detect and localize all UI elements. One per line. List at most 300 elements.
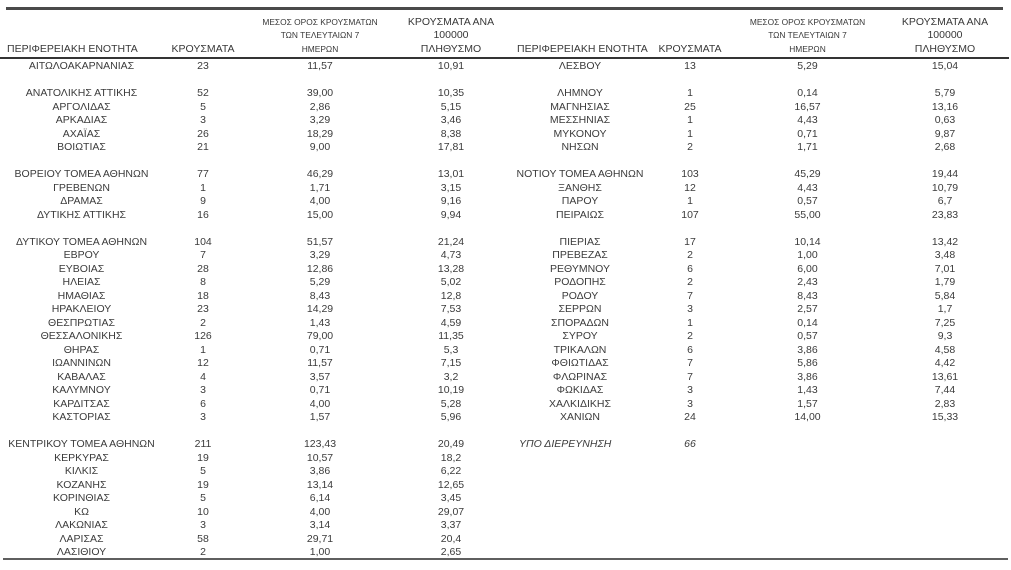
- cell-cases: 66: [684, 438, 696, 450]
- cell-per100k: 13,42: [931, 235, 959, 248]
- cell-avg7: 2,43: [797, 276, 818, 288]
- cell-avg7: 1,00: [309, 546, 331, 558]
- cell-per100k: 23,83: [931, 208, 959, 221]
- cell-cases: 12: [684, 181, 696, 194]
- table-row: [0, 479, 505, 493]
- cell-regional-unit: ΗΜΑΘΙΑΣ: [57, 289, 106, 302]
- cell-avg7: 2,57: [797, 303, 818, 315]
- header-separator-line: [0, 57, 1009, 59]
- cell-per100k: 12,8: [440, 289, 462, 302]
- table-row: [0, 128, 505, 142]
- cell-cases: 9: [200, 195, 206, 207]
- column-header-avg7: [243, 16, 397, 58]
- table-row: [510, 263, 1005, 277]
- cell-per100k: 20,4: [440, 532, 462, 545]
- spacer-row: [0, 155, 505, 169]
- cell-per100k: 9,16: [440, 195, 462, 207]
- cell-avg7: 45,29: [794, 168, 821, 180]
- cell-regional-unit: ΡΟΔΟΥ: [561, 289, 599, 302]
- cell-avg7: 14,29: [306, 303, 334, 315]
- cell-regional-unit: ΓΡΕΒΕΝΩΝ: [53, 181, 110, 194]
- cell-cases: 23: [197, 60, 209, 72]
- cell-per100k: 3,46: [440, 114, 462, 126]
- table-row: [0, 492, 505, 506]
- table-row: [0, 344, 505, 358]
- cell-regional-unit: ΦΩΚΙΔΑΣ: [556, 384, 604, 396]
- cell-regional-unit: ΚΑΣΤΟΡΙΑΣ: [52, 411, 111, 423]
- cell-regional-unit: ΛΕΣΒΟΥ: [558, 60, 602, 72]
- cell-regional-unit: ΘΕΣΣΑΛΟΝΙΚΗΣ: [40, 330, 123, 342]
- table-row: [510, 182, 1005, 196]
- table-row: [510, 438, 1005, 452]
- right-table-body: [510, 60, 1005, 452]
- cell-cases: 25: [684, 100, 696, 113]
- cell-per100k: 10,79: [931, 181, 959, 194]
- cell-per100k: 7,53: [440, 303, 462, 315]
- cell-cases: 18: [197, 289, 209, 302]
- table-row: [510, 249, 1005, 263]
- cell-per100k: 12,65: [437, 478, 465, 491]
- cell-avg7: 0,14: [797, 316, 818, 329]
- table-row: [510, 128, 1005, 142]
- cell-avg7: 5,29: [309, 276, 331, 288]
- cell-per100k: 3,15: [440, 181, 462, 194]
- cell-cases: 2: [687, 276, 693, 288]
- cell-per100k: 13,16: [931, 100, 959, 113]
- cell-regional-unit: ΑΡΓΟΛΙΔΑΣ: [52, 100, 111, 113]
- cell-cases: 2: [200, 316, 206, 329]
- table-row: [0, 182, 505, 196]
- cell-avg7: [730, 222, 885, 236]
- cell-per100k: 15,33: [931, 411, 959, 423]
- table-row: [0, 452, 505, 466]
- cell-per100k: 1,7: [937, 303, 953, 315]
- right-table-header: [510, 11, 1005, 57]
- cell-per100k: 6,7: [937, 195, 953, 207]
- cell-per100k: [885, 222, 1005, 236]
- cell-regional-unit: ΝΟΤΙΟΥ ΤΟΜΕΑ ΑΘΗΝΩΝ: [516, 168, 644, 180]
- bottom-border-line: [3, 558, 1008, 560]
- table-row: [0, 263, 505, 277]
- cell-per100k: 21,24: [437, 235, 465, 248]
- table-row: [510, 236, 1005, 250]
- cell-per100k: 0,63: [934, 114, 956, 126]
- cell-regional-unit: [0, 425, 163, 439]
- cell-regional-unit: ΑΝΑΤΟΛΙΚΗΣ ΑΤΤΙΚΗΣ: [25, 87, 138, 99]
- cell-per100k: 3,45: [440, 492, 462, 504]
- cell-regional-unit: ΛΗΜΝΟΥ: [557, 87, 603, 99]
- cell-cases: 1: [687, 127, 693, 140]
- cell-per100k: 5,28: [440, 397, 462, 410]
- cell-per100k: 17,81: [437, 141, 465, 153]
- cell-regional-unit: [510, 74, 650, 88]
- cell-regional-unit: ΔΥΤΙΚΗΣ ΑΤΤΙΚΗΣ: [36, 208, 127, 221]
- cell-avg7: 11,57: [307, 60, 333, 72]
- cell-regional-unit: ΙΩΑΝΝΙΝΩΝ: [52, 357, 111, 369]
- cell-regional-unit: ΔΡΑΜΑΣ: [60, 195, 103, 207]
- table-row: [510, 384, 1005, 398]
- spacer-row: [0, 425, 505, 439]
- table-row: [0, 101, 505, 115]
- cell-cases: 2: [687, 330, 693, 342]
- cell-per100k: 9,87: [934, 127, 956, 140]
- table-row: [510, 398, 1005, 412]
- header-line: ΗΜΕΡΩΝ: [789, 43, 826, 54]
- spacer-row: [510, 155, 1005, 169]
- cell-regional-unit: ΧΑΛΚΙΔΙΚΗΣ: [549, 397, 611, 410]
- header-line: ΠΛΗΘΥΣΜΟ: [914, 42, 976, 55]
- table-row: [0, 317, 505, 331]
- cell-cases: 211: [194, 438, 212, 450]
- cell-regional-unit: [510, 222, 650, 236]
- table-row: [510, 411, 1005, 425]
- table-row: [510, 290, 1005, 304]
- cell-cases: [163, 74, 243, 88]
- cell-cases: [650, 222, 730, 236]
- cell-avg7: 51,57: [306, 235, 334, 248]
- cell-regional-unit: ΥΠΟ ΔΙΕΡΕΥΝΗΣΗ: [519, 438, 612, 450]
- table-row: [0, 195, 505, 209]
- cell-avg7: [730, 425, 885, 439]
- cell-avg7: 1,71: [797, 141, 818, 153]
- cell-avg7: 3,86: [797, 343, 818, 356]
- cell-regional-unit: ΛΑΚΩΝΙΑΣ: [55, 519, 108, 531]
- cell-regional-unit: ΗΛΕΙΑΣ: [62, 276, 101, 288]
- table-row: [0, 276, 505, 290]
- cell-avg7: [243, 222, 397, 236]
- cell-avg7: 8,43: [309, 289, 331, 302]
- cell-cases: 52: [197, 87, 209, 99]
- cell-per100k: 4,59: [440, 316, 462, 329]
- cell-cases: [163, 425, 243, 439]
- cell-per100k: 15,04: [931, 60, 959, 72]
- cell-avg7: 10,14: [794, 235, 821, 248]
- cell-avg7: 1,43: [797, 384, 818, 396]
- cell-avg7: 5,86: [797, 357, 818, 369]
- cell-per100k: 7,25: [934, 316, 956, 329]
- cell-regional-unit: [0, 222, 163, 236]
- column-header-per100k: [397, 16, 505, 58]
- cell-per100k: 10,91: [437, 60, 465, 72]
- cell-cases: 23: [197, 303, 209, 315]
- header-line: ΚΡΟΥΣΜΑΤΑ ΑΝΑ 100000: [901, 15, 989, 41]
- cell-cases: 6: [687, 262, 693, 275]
- table-row: [0, 371, 505, 385]
- cell-cases: 3: [687, 397, 693, 410]
- cell-cases: 107: [681, 208, 699, 221]
- cell-regional-unit: ΞΑΝΘΗΣ: [558, 181, 602, 194]
- spacer-row: [510, 222, 1005, 236]
- cell-per100k: 9,3: [937, 330, 953, 342]
- cell-per100k: 2,83: [934, 397, 956, 410]
- cell-cases: 3: [200, 411, 206, 423]
- spacer-row: [510, 425, 1005, 439]
- cell-regional-unit: ΦΘΙΩΤΙΔΑΣ: [551, 357, 609, 369]
- table-row: [0, 60, 505, 74]
- cell-avg7: 79,00: [306, 330, 334, 342]
- cell-cases: 3: [687, 384, 693, 396]
- table-row: [510, 141, 1005, 155]
- cell-avg7: [243, 425, 397, 439]
- cell-regional-unit: ΘΗΡΑΣ: [63, 343, 100, 356]
- cell-cases: 6: [687, 343, 693, 356]
- cell-regional-unit: ΣΥΡΟΥ: [562, 330, 598, 342]
- table-row: [0, 87, 505, 101]
- table-row: [510, 101, 1005, 115]
- cell-avg7: 3,86: [309, 465, 331, 477]
- cell-regional-unit: [510, 155, 650, 169]
- table-row: [0, 357, 505, 371]
- cell-regional-unit: ΕΒΡΟΥ: [63, 249, 100, 261]
- table-row: [510, 330, 1005, 344]
- cell-avg7: 0,14: [797, 87, 818, 99]
- cell-regional-unit: ΑΙΤΩΛΟΑΚΑΡΝΑΝΙΑΣ: [28, 60, 135, 72]
- cell-cases: 19: [197, 451, 209, 464]
- cell-cases: 7: [687, 289, 693, 302]
- cell-avg7: [730, 155, 885, 169]
- table-row: [0, 398, 505, 412]
- table-row: [510, 209, 1005, 223]
- cell-regional-unit: ΑΧΑΪΑΣ: [62, 127, 101, 140]
- cell-cases: 3: [200, 114, 206, 126]
- table-row: [0, 168, 505, 182]
- cell-avg7: 0,57: [797, 330, 818, 342]
- cell-cases: 4: [200, 370, 206, 383]
- cell-avg7: 4,43: [797, 114, 818, 126]
- cell-avg7: 16,57: [794, 100, 821, 113]
- table-row: [510, 371, 1005, 385]
- cell-avg7: 6,14: [309, 492, 331, 504]
- cell-avg7: 4,43: [797, 181, 818, 194]
- cell-regional-unit: ΜΥΚΟΝΟΥ: [553, 127, 607, 140]
- cell-avg7: 4,00: [309, 505, 331, 518]
- cell-avg7: 0,71: [797, 127, 818, 140]
- cell-cases: 7: [200, 249, 206, 261]
- cell-per100k: 10,19: [437, 384, 465, 396]
- cell-cases: 10: [197, 505, 209, 518]
- cell-regional-unit: ΜΕΣΣΗΝΙΑΣ: [549, 114, 611, 126]
- cell-avg7: 1,57: [797, 397, 818, 410]
- cell-avg7: 4,00: [309, 397, 331, 410]
- cell-per100k: 7,15: [440, 357, 462, 369]
- cell-cases: [163, 222, 243, 236]
- column-header-avg7: [730, 16, 885, 58]
- cell-per100k: 7,01: [934, 262, 956, 275]
- cell-regional-unit: [0, 74, 163, 88]
- cell-cases: 7: [687, 370, 693, 383]
- cell-per100k: 10,35: [437, 87, 465, 99]
- spacer-row: [0, 74, 505, 88]
- cell-cases: 104: [194, 235, 212, 248]
- cell-per100k: 6,22: [440, 465, 462, 477]
- cell-regional-unit: ΝΗΣΩΝ: [561, 141, 599, 153]
- cell-regional-unit: ΘΕΣΠΡΩΤΙΑΣ: [48, 316, 115, 329]
- cell-avg7: 0,71: [309, 343, 331, 356]
- cell-per100k: 3,37: [440, 519, 462, 531]
- cell-per100k: 18,2: [440, 451, 462, 464]
- cell-cases: 103: [681, 168, 699, 180]
- cell-per100k: 2,68: [934, 141, 956, 153]
- cell-avg7: 14,00: [794, 411, 821, 423]
- cell-avg7: 2,86: [309, 100, 331, 113]
- cell-cases: 3: [200, 519, 206, 531]
- cell-regional-unit: ΚΟΖΑΝΗΣ: [56, 478, 107, 491]
- cell-avg7: 13,14: [306, 478, 334, 491]
- table-row: [510, 114, 1005, 128]
- table-row: [0, 290, 505, 304]
- cell-cases: 1: [687, 195, 693, 207]
- top-border-line: [6, 7, 1003, 10]
- header-line: ΠΛΗΘΥΣΜΟ: [420, 42, 482, 55]
- cell-avg7: 1,00: [797, 249, 818, 261]
- cell-per100k: 5,84: [934, 289, 956, 302]
- cell-regional-unit: ΠΕΙΡΑΙΩΣ: [556, 208, 604, 221]
- cell-avg7: 46,29: [306, 168, 334, 180]
- cell-regional-unit: ΔΥΤΙΚΟΥ ΤΟΜΕΑ ΑΘΗΝΩΝ: [15, 235, 148, 248]
- cell-per100k: 13,61: [931, 370, 959, 383]
- cell-cases: [650, 425, 730, 439]
- cell-avg7: [243, 155, 397, 169]
- cell-regional-unit: ΕΥΒΟΙΑΣ: [58, 262, 105, 275]
- cell-per100k: [397, 425, 505, 439]
- table-row: [510, 87, 1005, 101]
- cell-cases: 6: [200, 397, 206, 410]
- cell-regional-unit: ΡΟΔΟΠΗΣ: [554, 276, 606, 288]
- cell-avg7: 15,00: [306, 208, 334, 221]
- cell-regional-unit: ΚΙΛΚΙΣ: [64, 465, 99, 477]
- cell-per100k: [885, 425, 1005, 439]
- cell-cases: 1: [200, 343, 206, 356]
- table-row: [510, 195, 1005, 209]
- cell-regional-unit: ΜΑΓΝΗΣΙΑΣ: [550, 100, 610, 113]
- cell-per100k: 5,96: [440, 411, 462, 423]
- cell-avg7: 1,57: [309, 411, 331, 423]
- cell-regional-unit: ΣΕΡΡΩΝ: [558, 303, 602, 315]
- cell-cases: 19: [197, 478, 209, 491]
- cell-regional-unit: ΚΑΛΥΜΝΟΥ: [52, 384, 111, 396]
- table-row: [0, 303, 505, 317]
- cell-regional-unit: ΚΕΡΚΥΡΑΣ: [54, 451, 109, 464]
- cell-per100k: [885, 438, 1005, 452]
- cell-regional-unit: ΠΙΕΡΙΑΣ: [559, 235, 601, 248]
- cell-cases: 21: [197, 141, 209, 153]
- cell-per100k: 7,44: [934, 384, 956, 396]
- cell-regional-unit: ΣΠΟΡΑΔΩΝ: [551, 316, 609, 329]
- cell-cases: 2: [687, 141, 693, 153]
- cell-per100k: [397, 74, 505, 88]
- cell-avg7: 4,00: [309, 195, 331, 207]
- table-row: [0, 411, 505, 425]
- header-line: ΗΜΕΡΩΝ: [301, 43, 339, 54]
- cell-avg7: 6,00: [797, 262, 818, 275]
- cell-cases: 8: [200, 276, 206, 288]
- cell-regional-unit: ΚΕΝΤΡΙΚΟΥ ΤΟΜΕΑ ΑΘΗΝΩΝ: [8, 438, 155, 450]
- cell-avg7: 18,29: [306, 127, 334, 140]
- column-header-regional-unit: ΠΕΡΙΦΕΡΕΙΑΚΗ ΕΝΟΤΗΤΑ: [517, 43, 648, 55]
- cell-cases: [650, 155, 730, 169]
- cell-cases: 1: [687, 87, 693, 99]
- cell-per100k: 2,65: [440, 546, 462, 558]
- cell-cases: 16: [197, 208, 209, 221]
- cell-regional-unit: [0, 155, 163, 169]
- cell-per100k: 29,07: [437, 505, 465, 518]
- cell-per100k: 13,28: [437, 262, 465, 275]
- cell-regional-unit: ΛΑΡΙΣΑΣ: [59, 532, 104, 545]
- cell-cases: 5: [200, 492, 206, 504]
- cell-per100k: 13,01: [437, 168, 465, 180]
- cell-cases: [163, 155, 243, 169]
- cell-avg7: 39,00: [306, 87, 334, 99]
- cell-cases: 13: [684, 60, 696, 72]
- cell-cases: 7: [687, 357, 693, 369]
- table-row: [510, 303, 1005, 317]
- column-header-cases: ΚΡΟΥΣΜΑΤΑ: [658, 43, 722, 55]
- cell-cases: 126: [194, 330, 212, 342]
- cell-per100k: 3,2: [443, 370, 459, 383]
- column-header-regional-unit: ΠΕΡΙΦΕΡΕΙΑΚΗ ΕΝΟΤΗΤΑ: [7, 43, 138, 55]
- cell-cases: 12: [197, 357, 209, 369]
- cell-per100k: 19,44: [931, 168, 959, 180]
- cell-cases: 5: [200, 465, 206, 477]
- cell-regional-unit: ΤΡΙΚΑΛΩΝ: [553, 343, 607, 356]
- header-line: ΤΩΝ ΤΕΛΕΥΤΑΙΩΝ 7: [280, 30, 360, 40]
- header-line: ΤΩΝ ΤΕΛΕΥΤΑΙΩΝ 7: [768, 30, 847, 40]
- cell-regional-unit: ΑΡΚΑΔΙΑΣ: [55, 114, 108, 126]
- cell-avg7: 3,14: [309, 519, 331, 531]
- cell-regional-unit: ΧΑΝΙΩΝ: [560, 411, 600, 423]
- cell-per100k: 4,42: [934, 357, 956, 369]
- cell-cases: 5: [200, 100, 206, 113]
- cell-avg7: [730, 438, 885, 452]
- cell-cases: 24: [684, 411, 696, 423]
- table-row: [0, 465, 505, 479]
- spacer-row: [0, 222, 505, 236]
- cell-per100k: 5,15: [440, 100, 462, 113]
- cell-regional-unit: ΚΑΡΔΙΤΣΑΣ: [53, 397, 110, 410]
- cell-regional-unit: ΚΑΒΑΛΑΣ: [57, 370, 106, 383]
- cell-avg7: 11,57: [307, 357, 333, 369]
- cell-avg7: 1,43: [309, 316, 331, 329]
- table-row: [0, 506, 505, 520]
- cell-avg7: 8,43: [797, 289, 818, 302]
- header-line: ΜΕΣΟΣ ΟΡΟΣ ΚΡΟΥΣΜΑΤΩΝ: [749, 16, 866, 27]
- cell-per100k: [397, 155, 505, 169]
- column-header-per100k: [885, 16, 1005, 58]
- cell-avg7: 55,00: [794, 208, 821, 221]
- cell-avg7: 0,71: [309, 384, 331, 396]
- cell-avg7: 10,57: [306, 451, 334, 464]
- cell-regional-unit: [510, 425, 650, 439]
- cell-per100k: 11,35: [438, 330, 464, 342]
- cell-avg7: 12,86: [306, 262, 334, 275]
- cell-cases: 1: [200, 181, 206, 194]
- spacer-row: [510, 74, 1005, 88]
- table-row: [0, 114, 505, 128]
- cell-avg7: [243, 74, 397, 88]
- column-header-cases: ΚΡΟΥΣΜΑΤΑ: [171, 43, 235, 55]
- cell-avg7: 3,29: [309, 114, 331, 126]
- table-row: [510, 168, 1005, 182]
- cell-regional-unit: ΒΟΡΕΙΟΥ ΤΟΜΕΑ ΑΘΗΝΩΝ: [14, 168, 149, 180]
- cell-regional-unit: ΡΕΘΥΜΝΟΥ: [549, 262, 610, 275]
- cell-regional-unit: ΗΡΑΚΛΕΙΟΥ: [51, 303, 112, 315]
- cell-cases: [650, 74, 730, 88]
- table-row: [510, 317, 1005, 331]
- table-row: [0, 384, 505, 398]
- table-row: [510, 357, 1005, 371]
- cell-avg7: 3,29: [309, 249, 331, 261]
- cell-per100k: 4,58: [934, 343, 956, 356]
